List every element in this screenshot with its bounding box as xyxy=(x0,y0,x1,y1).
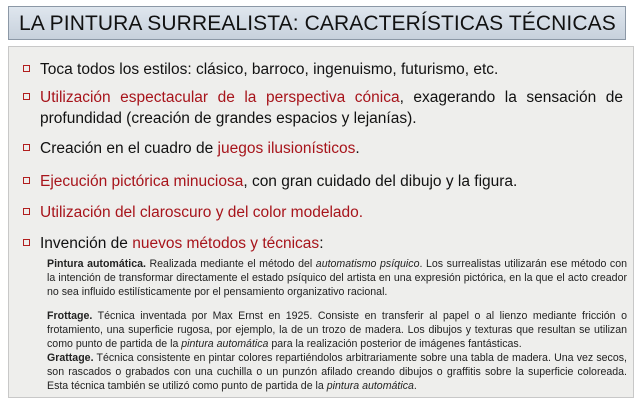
square-bullet-icon xyxy=(23,177,30,184)
technique-italic: pintura automática xyxy=(326,380,414,392)
technique-name: Frottage. xyxy=(47,310,93,322)
technique-frottage xyxy=(47,309,627,351)
bullet-post-text: . xyxy=(355,140,360,157)
bullet-text: Toca todos los estilos: clásico, barroco, ingenuismo, futurismo, etc. xyxy=(40,61,499,78)
slide-title: LA PINTURA SURREALISTA: CARACTERÍSTICAS TÉCNICAS xyxy=(19,12,616,35)
square-bullet-icon xyxy=(23,144,30,151)
content-panel xyxy=(8,46,634,398)
technique-text: Técnica consistente en pintar colores repartiéndolos arbitrariamente sobre una tabla de madera. Una vez secos, son rascados o grabados con una cuchilla o un punzón afilado creando dibujos o graffitis sobre la superficie coloreada. Esta técnica también se utilizó como punto de partida de la xyxy=(47,352,627,392)
bullet-rest-text: , exagerando la sensación de profundidad (creación de grandes espacios y lejanías). xyxy=(40,89,623,127)
bullet-ejecucion xyxy=(23,171,623,192)
technique-italic: automatismo psíquico xyxy=(315,258,420,270)
bullet-text xyxy=(40,171,623,192)
bullet-post-text: : xyxy=(319,235,324,252)
highlight-text: Utilización espectacular de la perspectiva cónica xyxy=(40,89,400,106)
square-bullet-icon xyxy=(23,239,30,246)
bullet-pre-text: Creación en el cuadro de xyxy=(40,140,218,157)
bullet-claroscuro xyxy=(23,202,623,223)
technique-name: Grattage. xyxy=(47,352,94,364)
title-bar xyxy=(8,6,626,40)
bullet-text xyxy=(40,87,623,129)
highlight-text: Ejecución pictórica minuciosa xyxy=(40,173,244,190)
technique-pintura-automatica xyxy=(47,257,627,299)
highlight-text: nuevos métodos y técnicas xyxy=(132,235,320,252)
technique-grattage xyxy=(47,351,627,393)
highlight-text: juegos ilusionísticos xyxy=(217,140,356,157)
bullet-text xyxy=(40,138,623,159)
bullet-pre-text: Invención de xyxy=(40,235,133,252)
square-bullet-icon xyxy=(23,93,30,100)
bullet-estilos xyxy=(23,59,623,80)
square-bullet-icon xyxy=(23,65,30,72)
highlight-text: Utilización del claroscuro y del color modelado. xyxy=(40,204,364,221)
bullet-juegos xyxy=(23,138,623,159)
bullet-perspectiva xyxy=(23,87,623,129)
bullet-rest-text: , con gran cuidado del dibujo y la figura. xyxy=(243,173,518,190)
bullet-text xyxy=(40,233,623,254)
technique-text: . xyxy=(413,380,417,392)
bullet-text xyxy=(40,202,623,223)
technique-text: Técnica inventada por Max Ernst en 1925. Consiste en transferir al papel o al lienzo mediante fricción o frotamiento, una superficie rugosa, por ejemplo, la de un trozo de madera. Los dibujos y texturas que resultan se utilizan como punto de partida de la xyxy=(47,310,627,350)
technique-text: Realizada mediante el método del xyxy=(145,258,316,270)
technique-italic: pintura automática xyxy=(181,338,269,350)
technique-text: para la realización posterior de imágenes fantásticas. xyxy=(268,338,522,350)
bullet-invencion xyxy=(23,233,623,254)
technique-name: Pintura automática. xyxy=(47,258,146,270)
square-bullet-icon xyxy=(23,208,30,215)
technique-text: . Los surrealistas utilizarán ese método con la intención de transformar directamente el estado psíquico del artista en una expresión pictórica, en la que el acto creador no sea influido estilísticamente por el pensamiento organizativo racional. xyxy=(47,258,627,298)
